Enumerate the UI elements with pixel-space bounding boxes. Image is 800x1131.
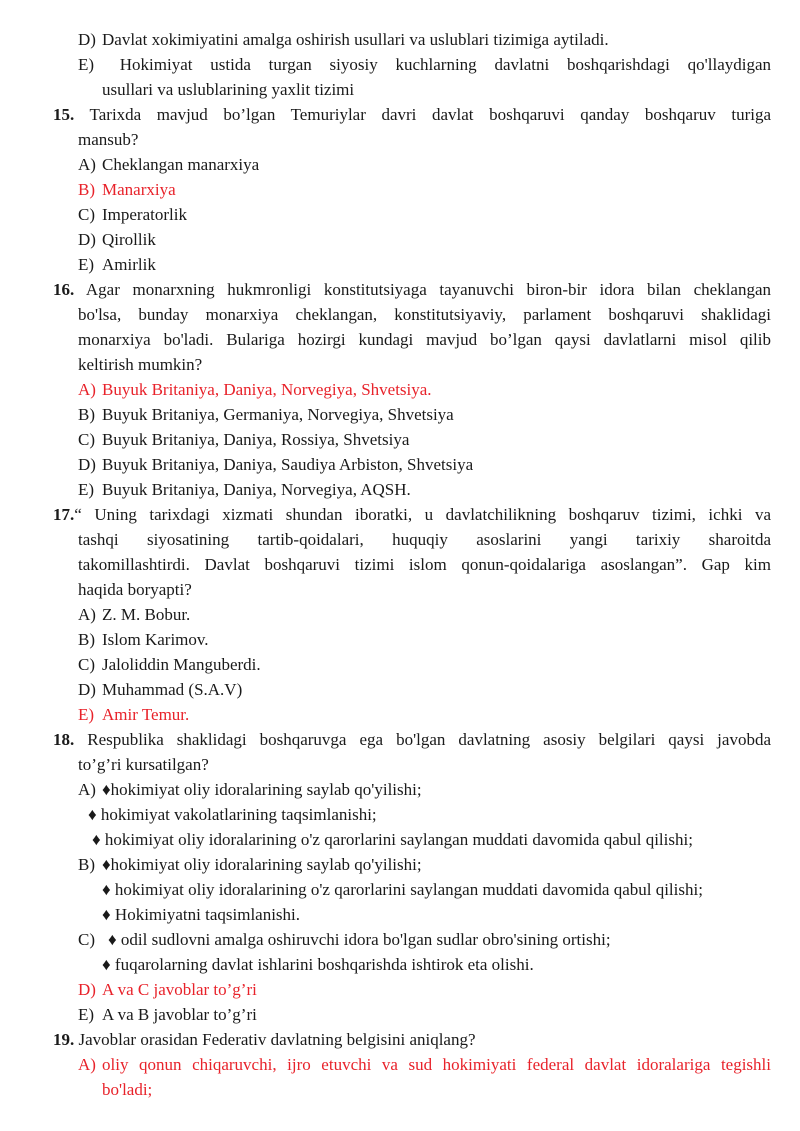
q18-option-e: E) A va B javoblar to’g’ri — [78, 1005, 257, 1024]
q19-question: 19. Javoblar orasidan Federativ davlatning belgisini aniqlang? — [53, 1030, 476, 1049]
q19-option-a-correct: A) oliy qonun chiqaruvchi, ijro etuvchi va sud hokimiyati federal davlat idoralariga tegishli — [78, 1055, 771, 1074]
q18-option-b-item3: ♦ Hokimiyatni taqsimlanishi. — [102, 905, 301, 924]
q16-question: 16. Agar monarxning hukmronligi konstitutsiyaga tayanuvchi biron-bir idora bilan cheklangan — [53, 280, 772, 299]
q18-question: 18. Respublika shaklidagi boshqaruvga ega bo'lgan davlatning asosiy belgilari qaysi javobda — [53, 730, 771, 749]
q15-question-cont: mansub? — [78, 130, 139, 149]
q18-option-b: B) ♦hokimiyat oliy idoralarining saylab qo'yilishi; — [78, 855, 422, 874]
q15-question: 15. Tarixda mavjud bo’lgan Temuriylar davri davlat boshqaruvi qanday boshqaruv turiga — [53, 105, 771, 124]
q15-option-c: C) Imperatorlik — [78, 205, 187, 224]
q16-question-line4: keltirish mumkin? — [78, 355, 203, 374]
q15-option-b-correct: B) Manarxiya — [78, 180, 176, 199]
q17-question-line4: haqida boryapti? — [78, 580, 192, 599]
q17-option-b: B) Islom Karimov. — [78, 630, 209, 649]
q18-question-cont: to’g’ri kursatilgan? — [78, 755, 209, 774]
q14-option-d: D) Davlat xokimiyatini amalga oshirish usullari va uslublari tizimiga aytiladi. — [78, 30, 609, 49]
q15-option-d: D) Qirollik — [78, 230, 156, 249]
q15-option-e: E) Amirlik — [78, 255, 156, 274]
q17-option-a: A) Z. M. Bobur. — [78, 605, 191, 624]
q16-option-a-correct: A) Buyuk Britaniya, Daniya, Norvegiya, Shvetsiya. — [78, 380, 432, 399]
q18-option-b-item2: ♦ hokimiyat oliy idoralarining o'z qarorlarini saylangan muddati davomida qabul qilishi; — [102, 880, 703, 899]
q16-question-line2: bo'lsa, bunday monarxiya cheklangan, konstitutsiyaviy, parlament boshqaruvi shaklidagi — [78, 305, 771, 324]
q18-option-a: A) ♦hokimiyat oliy idoralarining saylab qo'yilishi; — [78, 780, 422, 799]
q17-question: 17.“ Uning tarixdagi xizmati shundan iboratki, u davlatchilikning boshqaruv tizimi, ichki va — [53, 505, 771, 524]
q17-option-d: D) Muhammad (S.A.V) — [78, 680, 243, 699]
q17-option-e-correct: E) Amir Temur. — [78, 705, 190, 724]
q16-option-b: B) Buyuk Britaniya, Germaniya, Norvegiya, Shvetsiya — [78, 405, 454, 424]
q14-option-e-cont: usullari va uslublarining yaxlit tizimi — [102, 80, 355, 99]
q18-option-c-item2: ♦ fuqarolarning davlat ishlarini boshqarishda ishtirok eta olishi. — [102, 955, 534, 974]
q17-question-line3: takomillashtirdi. Davlat boshqaruvi tizimi islom qonun-qoidalariga asoslangan”. Gap kim — [78, 555, 771, 574]
q18-option-c: C) ♦ odil sudlovni amalga oshiruvchi idora bo'lgan sudlar obro'sining ortishi; — [78, 930, 611, 949]
q18-option-a-item2: ♦ hokimiyat vakolatlarining taqsimlanishi; — [88, 805, 377, 824]
q14-option-e: E) Hokimiyat ustida turgan siyosiy kuchlarning davlatni boshqarishdagi qo'llaydigan — [78, 55, 772, 74]
q18-option-a-item3: ♦ hokimiyat oliy idoralarining o'z qarorlarini saylangan muddati davomida qabul qilishi; — [92, 830, 693, 849]
q15-option-a: A) Cheklangan manarxiya — [78, 155, 260, 174]
q16-option-c: C) Buyuk Britaniya, Daniya, Rossiya, Shvetsiya — [78, 430, 410, 449]
q16-option-d: D) Buyuk Britaniya, Daniya, Saudiya Arbiston, Shvetsiya — [78, 455, 474, 474]
q17-question-line2: tashqi siyosatining tartib-qoidalari, huquqiy asoslarini yangi tarixiy sharoitda — [78, 530, 771, 549]
q17-option-c: C) Jaloliddin Manguberdi. — [78, 655, 261, 674]
q16-question-line3: monarxiya bo'ladi. Bulariga hozirgi kundagi mavjud bo’lgan qaysi davlatlarni misol qilib — [78, 330, 771, 349]
q16-option-e: E) Buyuk Britaniya, Daniya, Norvegiya, AQSH. — [78, 480, 411, 499]
q19-option-a-cont: bo'ladi; — [102, 1080, 153, 1099]
q18-option-d-correct: D) A va C javoblar to’g’ri — [78, 980, 257, 999]
